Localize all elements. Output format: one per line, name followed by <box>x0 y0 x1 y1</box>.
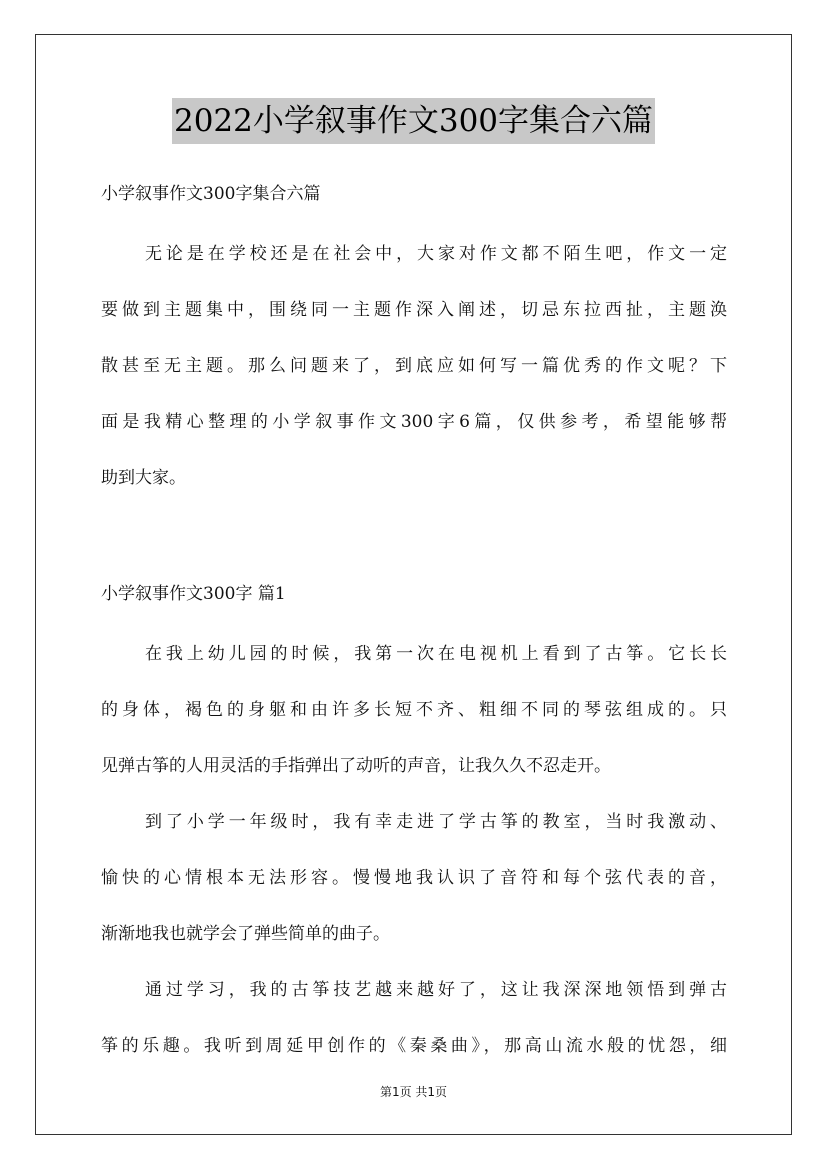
title-container <box>0 98 827 144</box>
document-title: 2022小学叙事作文300字集合六篇 <box>172 98 655 144</box>
text-line: 愉快的心情根本无法形容。慢慢地我认识了音符和每个弦代表的音， <box>101 868 727 888</box>
document-subtitle: 小学叙事作文300字集合六篇 <box>101 184 321 204</box>
body-paragraph <box>101 626 727 794</box>
text-line: 无论是在学校还是在社会中，大家对作文都不陌生吧，作文一定 <box>145 244 727 264</box>
document-body <box>101 170 727 1074</box>
text-line: 助到大家。 <box>101 468 186 488</box>
page-footer: 第1页 共1页 <box>379 1085 448 1099</box>
text-line: 见弹古筝的人用灵活的手指弹出了动听的声音，让我久久不忍走开。 <box>101 756 611 776</box>
text-line: 要做到主题集中，围绕同一主题作深入阐述，切忌东拉西扯，主题涣 <box>101 300 727 320</box>
text-line: 通过学习，我的古筝技艺越来越好了，这让我深深地领悟到弹古 <box>145 980 727 1000</box>
text-line: 面是我精心整理的小学叙事作文300字6篇，仅供参考，希望能够帮 <box>101 412 727 432</box>
text-line: 筝的乐趣。我听到周延甲创作的《秦桑曲》，那高山流水般的忧怨，细 <box>101 1036 727 1056</box>
text-line: 散甚至无主题。那么问题来了，到底应如何写一篇优秀的作文呢？下 <box>101 356 727 376</box>
text-line: 到了小学一年级时，我有幸走进了学古筝的教室，当时我激动、 <box>145 812 727 832</box>
intro-paragraph <box>101 226 727 506</box>
text-line: 渐渐地我也就学会了弹些简单的曲子。 <box>101 924 390 944</box>
text-line: 的身体，褐色的身躯和由许多长短不齐、粗细不同的琴弦组成的。只 <box>101 700 727 720</box>
body-paragraph <box>101 794 727 962</box>
section-heading: 小学叙事作文300字 篇1 <box>101 584 286 604</box>
body-paragraph <box>101 962 727 1074</box>
text-line: 在我上幼儿园的时候，我第一次在电视机上看到了古筝。它长长 <box>145 644 727 664</box>
